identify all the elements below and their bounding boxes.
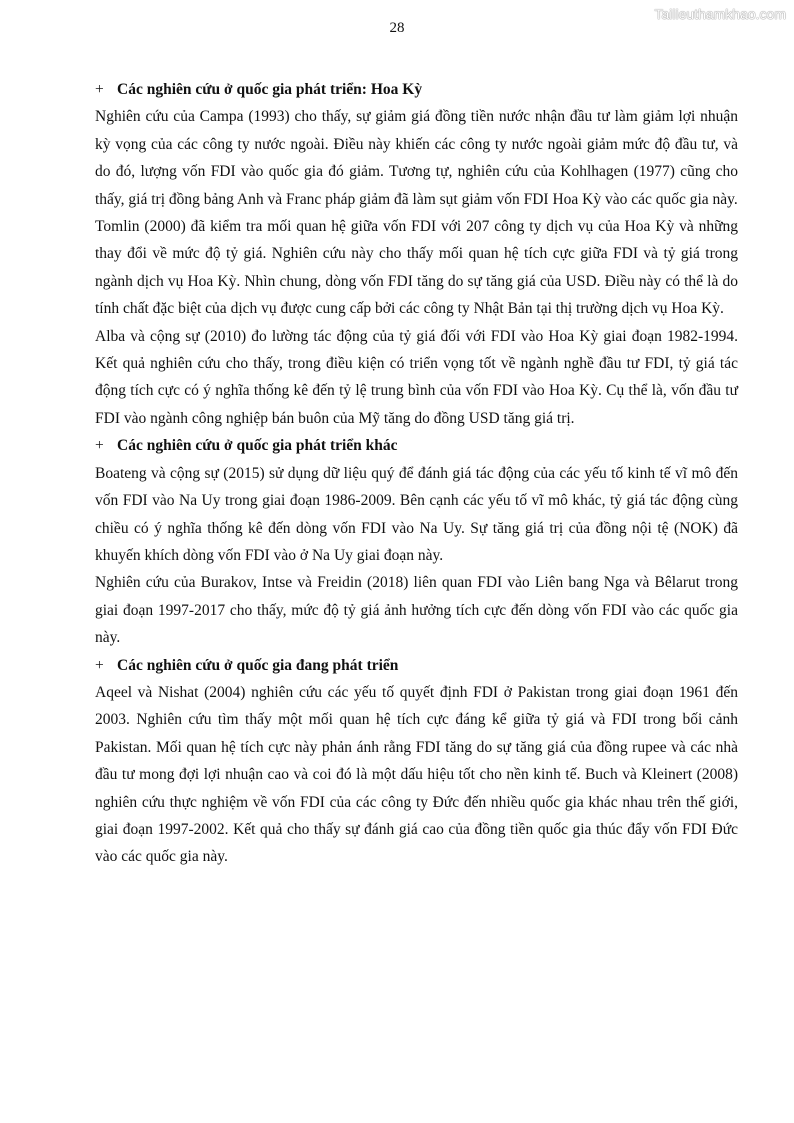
heading-text: Các nghiên cứu ở quốc gia phát triển khác <box>117 437 398 455</box>
paragraph: Nghiên cứu của Burakov, Intse và Freidin (2018) liên quan FDI vào Liên bang Nga và Bêlarut trong giai đoạn 1997-2017 cho thấy, mức độ tỷ giá ảnh hưởng tích cực đến dòng vốn FDI vào các quốc gia này. <box>95 574 738 647</box>
page-number: 28 <box>389 20 405 36</box>
heading-text: Các nghiên cứu ở quốc gia đang phát triển <box>117 656 399 674</box>
watermark: Tailieuthamkhao.com <box>654 6 786 22</box>
section-heading-other-developed <box>95 432 738 459</box>
section-heading-us <box>95 76 738 103</box>
section-heading-developing <box>95 652 738 679</box>
document-body <box>95 76 738 871</box>
bullet-plus: + <box>95 81 104 98</box>
bullet-plus: + <box>95 437 104 455</box>
heading-text: Các nghiên cứu ở quốc gia phát triển: Hoa Kỳ <box>117 81 423 98</box>
paragraph: Boateng và cộng sự (2015) sử dụng dữ liệu quý để đánh giá tác động của các yếu tố kinh tế vĩ mô đến vốn FDI vào Na Uy trong giai đoạn 1986-2009. Bên cạnh các yếu tố vĩ mô khác, tỷ giá tác động cùng chiều có ý nghĩa thống kê đến dòng vốn FDI vào Na Uy. Sự tăng giá trị của đồng nội tệ (NOK) đã khuyến khích dòng vốn FDI vào ở Na Uy giai đoạn này. <box>95 464 738 564</box>
paragraph: Nghiên cứu của Campa (1993) cho thấy, sự giảm giá đồng tiền nước nhận đầu tư làm giảm lợi nhuận kỳ vọng của các công ty nước ngoài. Điều này khiến các công ty nước ngoài giảm mức độ đầu tư, và do đó, lượng vốn FDI vào quốc gia đó giảm. Tương tự, nghiên cứu của Kohlhagen (1977) cũng cho thấy, giá trị đồng bảng Anh và Franc pháp giảm đã làm sụt giảm vốn FDI Hoa Kỳ vào các quốc gia này. <box>95 108 738 208</box>
paragraph: Tomlin (2000) đã kiểm tra mối quan hệ giữa vốn FDI với 207 công ty dịch vụ của Hoa Kỳ và những thay đổi về mức độ tỷ giá. Nghiên cứu này cho thấy mối quan hệ tích cực giữa FDI và tỷ giá trong ngành dịch vụ Hoa Kỳ. Nhìn chung, dòng vốn FDI tăng do sự tăng giá của USD. Điều này có thể là do tính chất đặc biệt của dịch vụ được cung cấp bởi các công ty Nhật Bản tại thị trường dịch vụ Hoa Kỳ. <box>95 218 738 318</box>
paragraph: Alba và cộng sự (2010) đo lường tác động của tỷ giá đối với FDI vào Hoa Kỳ giai đoạn 1982-1994. Kết quả nghiên cứu cho thấy, trong điều kiện có triển vọng tốt về ngành nghề đầu tư FDI, tỷ giá tác động tích cực có ý nghĩa thống kê đến tỷ lệ trung bình của vốn FDI vào Hoa Kỳ. Cụ thể là, vốn đầu tư FDI vào ngành công nghiệp bán buôn của Mỹ tăng do đồng USD tăng giá trị. <box>95 327 738 427</box>
bullet-plus: + <box>95 656 104 674</box>
paragraph: Aqeel và Nishat (2004) nghiên cứu các yếu tố quyết định FDI ở Pakistan trong giai đoạn 1961 đến 2003. Nghiên cứu tìm thấy một mối quan hệ tích cực đáng kể giữa tỷ giá và FDI trong bối cảnh Pakistan. Mối quan hệ tích cực này phản ánh rằng FDI tăng do sự tăng giá của đồng rupee và các nhà đầu tư mong đợi lợi nhuận cao và coi đó là một dấu hiệu tốt cho nền kinh tế. Buch và Kleinert (2008) nghiên cứu thực nghiệm về vốn FDI của các công ty Đức đến nhiều quốc gia khác nhau trên thế giới, giai đoạn 1997-2002. Kết quả cho thấy sự đánh giá cao của đồng tiền quốc gia thúc đẩy vốn FDI Đức vào các quốc gia này. <box>95 683 738 866</box>
